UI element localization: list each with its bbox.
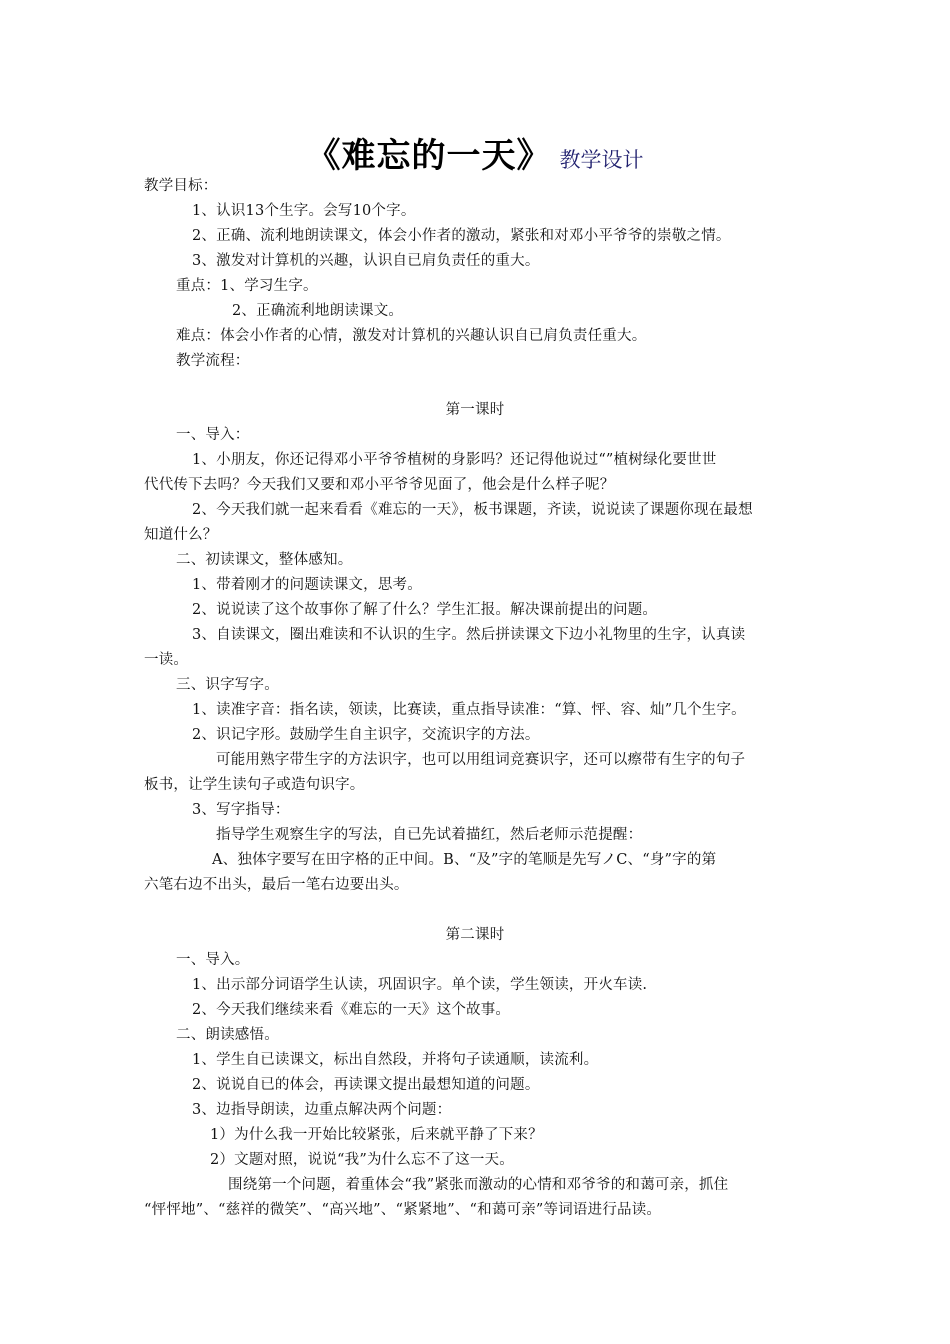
goal-item: 1、认识13个生字。会写10个字。 [192, 203, 416, 219]
goals-heading: 教学目标： [144, 178, 218, 194]
paragraph-line: 板书，让学生读句子或造句识字。 [144, 777, 365, 793]
process-heading: 教学流程： [176, 353, 250, 369]
lesson1-heading: 第一课时 [445, 402, 505, 418]
goal-item: 3、激发对计算机的兴趣，认识自已肩负责任的重大。 [192, 253, 540, 269]
section-title: 二、朗读感悟。 [176, 1027, 279, 1043]
paragraph-line: 2、今天我们就一起来看看《难忘的一天》，板书课题，齐读，说说读了课题你现在最想 [192, 502, 753, 518]
key-point: 2、正确流利地朗读课文。 [232, 303, 404, 319]
paragraph-line: A、独体字要写在田字格的正中间。B、“及”字的笔顺是先写ノC、“身”字的第 [212, 852, 717, 868]
section-title: 一、导入： [176, 427, 250, 443]
list-item: 2、说说自已的体会，再读课文提出最想知道的问题。 [192, 1077, 540, 1093]
paragraph-line: 一读。 [144, 652, 189, 668]
difficulty: 难点：体会小作者的心情，激发对计算机的兴趣认识自已肩负责任重大。 [176, 328, 647, 344]
goal-item: 2、正确、流利地朗读课文，体会小作者的激动，紧张和对邓小平爷爷的崇敬之情。 [192, 228, 731, 244]
paragraph-line: 六笔右边不出头，最后一笔右边要出头。 [144, 877, 409, 893]
paragraph-line: “怦怦地”、“慈祥的微笑”、“高兴地”、“紧紧地”、“和蔼可亲”等词语进行品读。 [144, 1202, 662, 1218]
list-item: 3、写字指导： [192, 802, 290, 818]
title-main: 《难忘的一天》 [306, 136, 552, 176]
question-item: 1）为什么我一开始比较紧张，后来就平静了下来？ [210, 1127, 543, 1143]
section-title: 二、初读课文，整体感知。 [176, 552, 353, 568]
key-point: 重点：1、学习生字。 [176, 278, 318, 294]
paragraph-line: 代代传下去吗？今天我们又要和邓小平爷爷见面了，他会是什么样子呢？ [144, 477, 615, 493]
list-item: 3、边指导朗读，边重点解决两个问题： [192, 1102, 452, 1118]
paragraph-line: 围绕第一个问题，着重体会“我”紧张而激动的心情和邓爷爷的和蔼可亲，抓住 [228, 1177, 729, 1193]
list-item: 1、读准字音：指名读，领读，比赛读，重点指导读准：“算、怦、容、灿”几个生字。 [192, 702, 746, 718]
paragraph-line: 3、自读课文，圈出难读和不认识的生字。然后拼读课文下边小礼物里的生字，认真读 [192, 627, 746, 643]
list-item: 2、识记字形。鼓励学生自主识字，交流识字的方法。 [192, 727, 540, 743]
list-item: 1、出示部分词语学生认读，巩固识字。单个读，学生领读，开火车读. [192, 977, 648, 993]
list-item: 1、学生自已读课文，标出自然段，并将句子读通顺，读流利。 [192, 1052, 599, 1068]
list-item: 1、带着刚才的问题读课文，思考。 [192, 577, 422, 593]
lesson2-heading: 第二课时 [445, 927, 505, 943]
paragraph-line: 知道什么？ [144, 527, 218, 543]
question-item: 2）文题对照，说说“我”为什么忘不了这一天。 [210, 1152, 514, 1168]
list-item: 2、今天我们继续来看《难忘的一天》这个故事。 [192, 1002, 511, 1018]
section-title: 一、导入。 [176, 952, 250, 968]
list-item: 2、说说读了这个故事你了解了什么？学生汇报。解决课前提出的问题。 [192, 602, 658, 618]
section-title: 三、识字写字。 [176, 677, 279, 693]
paragraph-line: 1、小朋友，你还记得邓小平爷爷植树的身影吗？还记得他说过“”植树绿化要世世 [192, 452, 717, 468]
paragraph-line: 指导学生观察生字的写法，自已先试着描红，然后老师示范提醒： [216, 827, 643, 843]
paragraph-line: 可能用熟字带生字的方法识字，也可以用组词竞赛识字，还可以瘵带有生字的句子 [216, 752, 746, 768]
title-subtitle: 教学设计 [559, 148, 644, 172]
document-title [0, 128, 950, 177]
